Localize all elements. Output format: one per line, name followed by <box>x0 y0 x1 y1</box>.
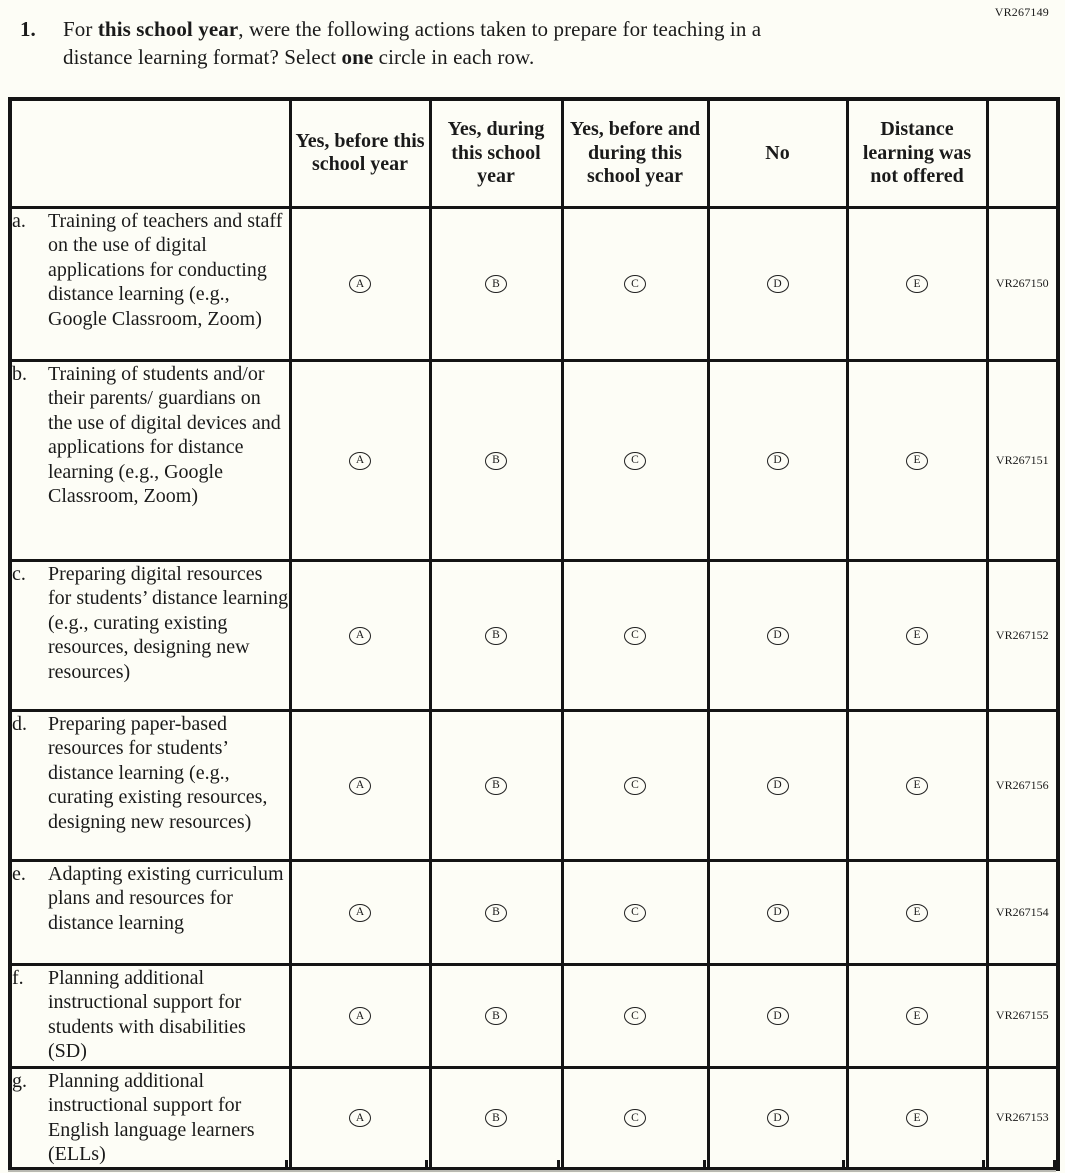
option-cell <box>430 360 562 560</box>
option-cell <box>430 207 562 360</box>
option-cell <box>847 1067 987 1169</box>
response-grid <box>8 97 1060 1171</box>
option-cell <box>430 560 562 710</box>
option-cell <box>562 560 708 710</box>
row-letter: d. <box>12 712 27 735</box>
row-label: Training of teachers and staff on the use of digital applications for conducting distance learning (e.g., Google Classroom, Zoom) <box>48 209 283 330</box>
option-circle-b[interactable]: B <box>485 1109 507 1127</box>
row-label-cell <box>10 207 290 360</box>
row-code-cell <box>987 860 1058 964</box>
option-circle-d[interactable]: D <box>767 275 789 293</box>
option-cell <box>708 360 847 560</box>
option-circle-a[interactable]: A <box>349 777 371 795</box>
option-circle-a[interactable]: A <box>349 627 371 645</box>
table-row-b <box>10 360 1058 560</box>
option-circle-b[interactable]: B <box>485 452 507 470</box>
option-cell <box>708 710 847 860</box>
option-cell <box>562 860 708 964</box>
option-circle-c[interactable]: C <box>624 275 646 293</box>
option-cell <box>708 964 847 1067</box>
option-cell <box>430 860 562 964</box>
row-letter: e. <box>12 862 26 885</box>
option-circle-b[interactable]: B <box>485 1007 507 1025</box>
table-row-c <box>10 560 1058 710</box>
option-circle-e[interactable]: E <box>906 904 928 922</box>
row-label-cell <box>10 860 290 964</box>
option-circle-e[interactable]: E <box>906 275 928 293</box>
question-seg1: For <box>63 17 98 41</box>
option-circle-e[interactable]: E <box>906 1109 928 1127</box>
option-cell <box>708 1067 847 1169</box>
option-circle-b[interactable]: B <box>485 627 507 645</box>
option-cell <box>562 207 708 360</box>
header-yes-before-and-during: Yes, before and during this school year <box>562 99 708 207</box>
option-cell <box>290 860 430 964</box>
row-label: Preparing paper-based resources for students’ distance learning (e.g., curating existing resources, designing new resources) <box>48 712 268 833</box>
option-cell <box>847 710 987 860</box>
table-row-g <box>10 1067 1058 1169</box>
option-cell <box>562 964 708 1067</box>
header-not-offered: Distance learning was not offered <box>847 99 987 207</box>
option-circle-e[interactable]: E <box>906 452 928 470</box>
row-code: VR267150 <box>995 276 1049 290</box>
header-empty-code-column <box>987 99 1058 207</box>
question-block <box>20 15 825 71</box>
row-label: Planning additional instructional support for English language learners (ELLs) <box>48 1069 255 1165</box>
header-empty-item-column <box>10 99 290 207</box>
option-circle-a[interactable]: A <box>349 452 371 470</box>
option-cell <box>708 860 847 964</box>
option-cell <box>290 207 430 360</box>
row-letter: b. <box>12 362 27 385</box>
row-code: VR267156 <box>995 777 1049 792</box>
row-label: Preparing digital resources for students’ distance learning (e.g., curating existing resources, designing new resources) <box>48 562 289 683</box>
option-circle-c[interactable]: C <box>624 904 646 922</box>
row-code: VR267151 <box>995 452 1049 467</box>
page-cut-line <box>8 1170 1056 1172</box>
option-circle-d[interactable]: D <box>767 627 789 645</box>
option-cell <box>708 560 847 710</box>
option-cell <box>290 360 430 560</box>
option-circle-b[interactable]: B <box>485 777 507 795</box>
option-cell <box>290 964 430 1067</box>
row-code-cell <box>987 207 1058 360</box>
option-circle-c[interactable]: C <box>624 777 646 795</box>
option-cell <box>562 1067 708 1169</box>
row-label: Training of students and/or their parents/ guardians on the use of digital devices and applications for distance learning (e.g., Google Classroom, Zoom) <box>48 362 281 507</box>
option-cell <box>847 207 987 360</box>
table-row-d <box>10 710 1058 860</box>
row-code: VR267153 <box>995 1110 1049 1124</box>
table-row-e <box>10 860 1058 964</box>
row-letter: f. <box>12 966 24 989</box>
row-label-cell <box>10 560 290 710</box>
question-text <box>63 15 825 71</box>
option-circle-c[interactable]: C <box>624 1007 646 1025</box>
option-circle-b[interactable]: B <box>485 275 507 293</box>
row-code-cell <box>987 560 1058 710</box>
row-code: VR267152 <box>995 627 1049 642</box>
option-cell <box>708 207 847 360</box>
header-yes-before: Yes, before this school year <box>290 99 430 207</box>
option-cell <box>430 710 562 860</box>
row-letter: a. <box>12 209 26 232</box>
question-bold1: this school year <box>97 17 239 41</box>
row-code: VR267154 <box>995 904 1049 919</box>
row-letter: c. <box>12 562 26 585</box>
option-circle-e[interactable]: E <box>906 777 928 795</box>
option-circle-a[interactable]: A <box>349 275 371 293</box>
header-yes-during: Yes, during this school year <box>430 99 562 207</box>
question-bold2: one <box>341 45 374 69</box>
option-circle-b[interactable]: B <box>485 904 507 922</box>
row-letter: g. <box>12 1069 27 1092</box>
option-cell <box>562 710 708 860</box>
header-row <box>10 99 1058 207</box>
option-circle-a[interactable]: A <box>349 1007 371 1025</box>
option-circle-a[interactable]: A <box>349 1109 371 1127</box>
header-no: No <box>708 99 847 207</box>
row-label-cell <box>10 964 290 1067</box>
row-code-cell <box>987 1067 1058 1169</box>
row-label-cell <box>10 710 290 860</box>
option-cell <box>290 560 430 710</box>
option-cell <box>847 860 987 964</box>
option-circle-c[interactable]: C <box>624 627 646 645</box>
row-label: Planning additional instructional support for students with disabilities (SD) <box>48 966 246 1062</box>
row-code-cell <box>987 360 1058 560</box>
question-number: 1. <box>20 17 36 41</box>
option-circle-d[interactable]: D <box>767 1007 789 1025</box>
option-circle-c[interactable]: C <box>624 452 646 470</box>
option-cell <box>847 964 987 1067</box>
option-cell <box>430 964 562 1067</box>
option-cell <box>290 1067 430 1169</box>
form-code: VR267149 <box>994 5 1049 19</box>
row-code-cell <box>987 710 1058 860</box>
option-circle-a[interactable]: A <box>349 904 371 922</box>
row-label-cell <box>10 1067 290 1169</box>
option-cell <box>847 560 987 710</box>
option-circle-d[interactable]: D <box>767 1109 789 1127</box>
option-circle-d[interactable]: D <box>767 452 789 470</box>
row-code-cell <box>987 964 1058 1067</box>
option-circle-d[interactable]: D <box>767 904 789 922</box>
row-code: VR267155 <box>995 1008 1049 1022</box>
question-seg2: , were the following actions taken to prepare for teaching in a distance learning format? Select <box>63 17 762 69</box>
option-cell <box>562 360 708 560</box>
option-circle-c[interactable]: C <box>624 1109 646 1127</box>
table-row-a <box>10 207 1058 360</box>
option-circle-d[interactable]: D <box>767 777 789 795</box>
option-circle-e[interactable]: E <box>906 1007 928 1025</box>
option-cell <box>430 1067 562 1169</box>
option-cell <box>290 710 430 860</box>
question-seg3: circle in each row. <box>373 45 535 69</box>
option-cell <box>847 360 987 560</box>
table-row-f <box>10 964 1058 1067</box>
option-circle-e[interactable]: E <box>906 627 928 645</box>
row-label-cell <box>10 360 290 560</box>
row-label: Adapting existing curriculum plans and resources for distance learning <box>48 862 284 934</box>
